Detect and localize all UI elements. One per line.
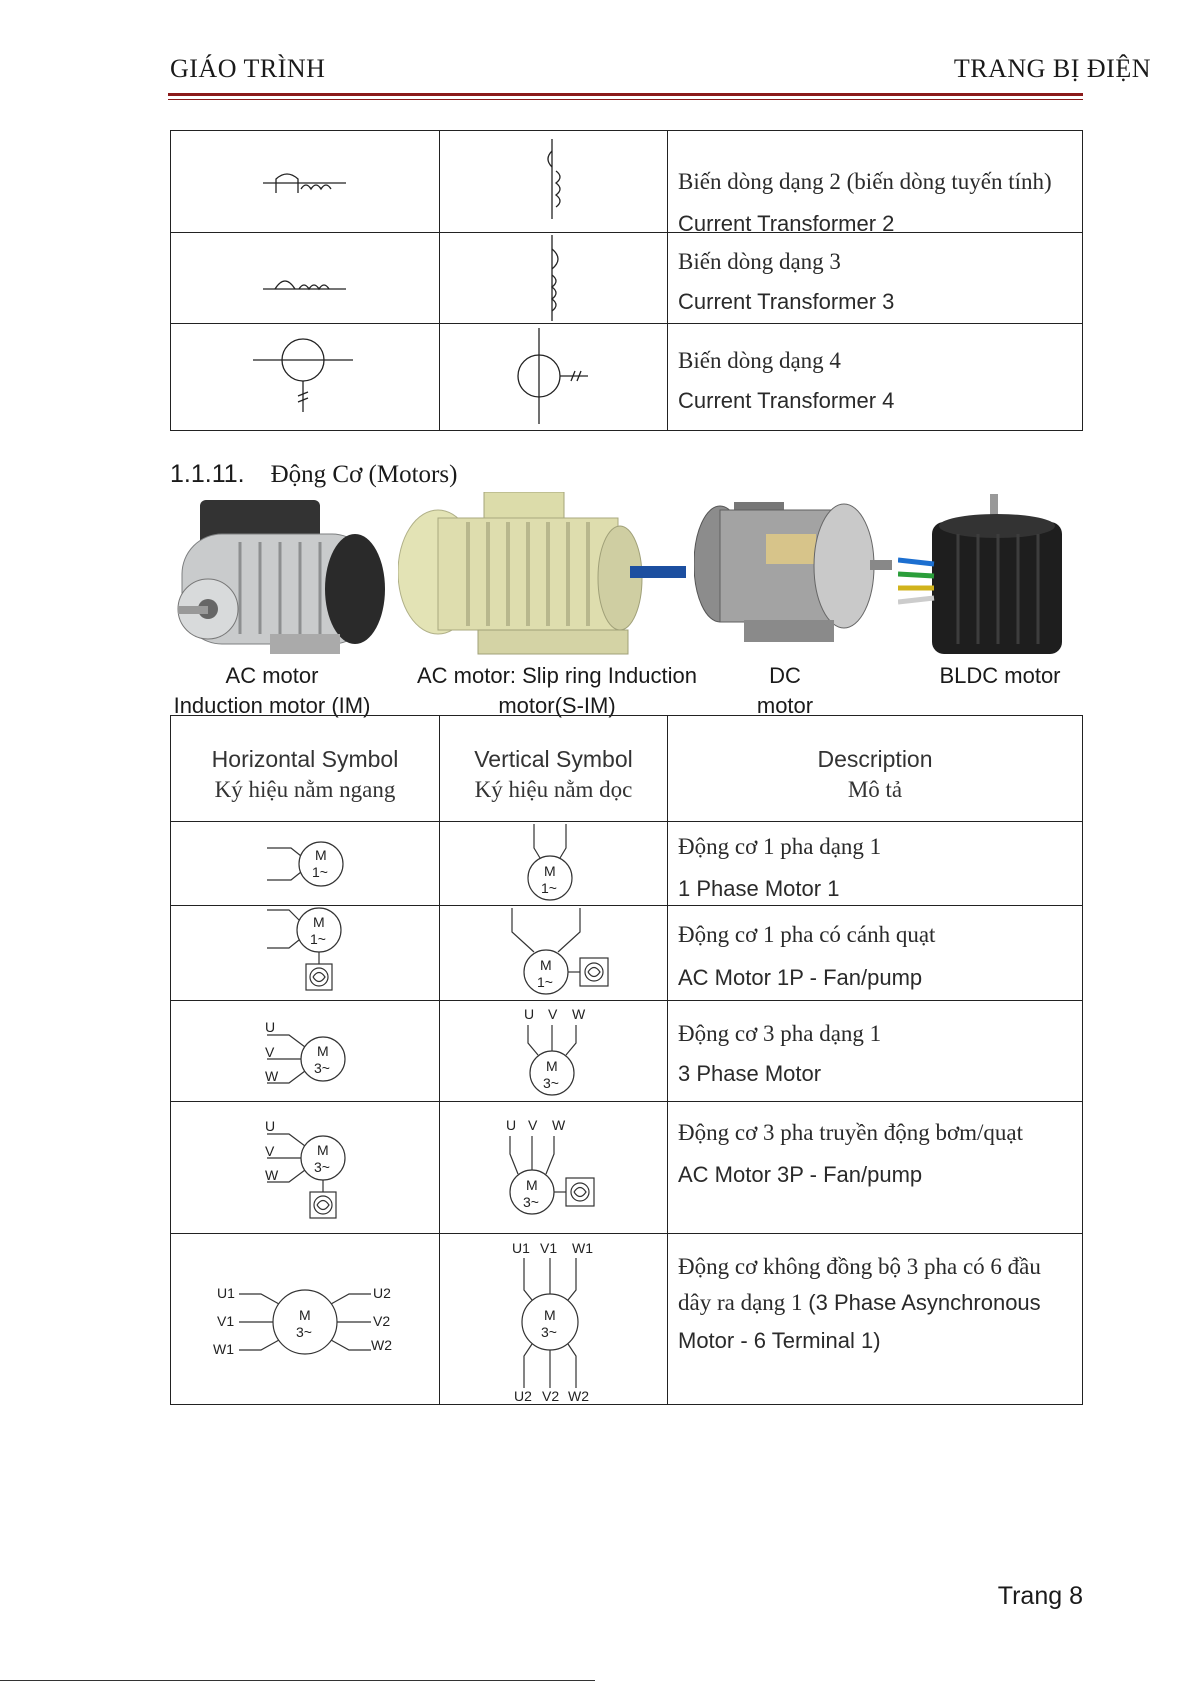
ct3-vertical-icon	[440, 233, 667, 324]
photo-caption-bldc	[928, 663, 1072, 689]
terminal-label: U1	[217, 1285, 235, 1301]
terminal-label: U2	[514, 1388, 532, 1404]
terminal-label: W	[265, 1167, 279, 1183]
motor-desc-vi: Động cơ 3 pha truyền động bơm/quạt	[678, 1120, 1023, 1145]
motor-phase-label: 1~	[537, 974, 553, 990]
terminal-label: W2	[371, 1337, 392, 1353]
motor-row	[171, 1234, 1083, 1405]
motor-phase-label: 3~	[541, 1324, 557, 1340]
terminal-label: V	[528, 1117, 538, 1133]
motor-desc-en: AC Motor 1P - Fan/pump	[678, 965, 923, 990]
motor-label: M	[315, 847, 327, 863]
motor-1ph-fan-vertical-icon	[440, 906, 667, 1001]
caption-line: motor(S-IM)	[498, 693, 616, 718]
ct-description	[668, 324, 1083, 431]
ct-desc-en: Current Transformer 2	[678, 211, 895, 236]
motor-desc-en: Motor - 6 Terminal 1)	[678, 1328, 881, 1353]
caption-line: AC motor: Slip ring Induction	[416, 663, 698, 688]
motor-phase-label: 1~	[310, 931, 326, 947]
terminal-label: U2	[373, 1285, 391, 1301]
motor-desc-vi: Động cơ 1 pha dạng 1	[678, 834, 882, 859]
caption-line: motor	[756, 693, 814, 718]
motor-row	[171, 1102, 1083, 1234]
photo-caption-ac-im	[172, 663, 372, 719]
ct-horizontal-symbol	[171, 131, 440, 233]
caption-line: DC	[769, 663, 801, 688]
motor-description	[668, 906, 1083, 1001]
motor-row	[171, 906, 1083, 1001]
motor-phase-label: 3~	[523, 1194, 539, 1210]
ct-row	[171, 131, 1083, 233]
section-number: 1.1.11.	[170, 460, 245, 488]
ct4-vertical-icon	[440, 324, 667, 431]
ct-description	[668, 233, 1083, 324]
ct-vertical-symbol	[440, 324, 668, 431]
motor-vertical-symbol	[440, 906, 668, 1001]
header-en: Vertical Symbol	[474, 746, 633, 772]
ct-desc-en: Current Transformer 4	[678, 388, 895, 413]
terminal-label: U1	[512, 1240, 530, 1256]
ct-description	[668, 131, 1083, 236]
motor-phase-label: 3~	[314, 1060, 330, 1076]
ct-desc-vi: Biến dòng dạng 2 (biến dòng tuyến tính)	[678, 169, 1052, 194]
motor-horizontal-symbol	[171, 1234, 440, 1405]
ct-horizontal-symbol	[171, 233, 440, 324]
motor-phase-label: 3~	[314, 1159, 330, 1175]
ct3-horizontal-icon	[171, 233, 439, 324]
terminal-label: W1	[572, 1240, 593, 1256]
header-horizontal	[171, 716, 440, 822]
ct-vertical-symbol	[440, 233, 668, 324]
terminal-label: U	[265, 1118, 276, 1134]
page-number: Trang 8	[997, 1582, 1083, 1610]
header-description	[668, 716, 1083, 822]
motor-desc-en: AC Motor 3P - Fan/pump	[678, 1162, 923, 1187]
motor-table	[170, 715, 1083, 1405]
terminal-label: V	[265, 1143, 275, 1159]
motor-6term-horizontal-icon	[171, 1234, 439, 1405]
motor-phase-label: 3~	[543, 1075, 559, 1091]
motor-phase-label: 1~	[312, 864, 328, 880]
ac-induction-motor-photo	[170, 494, 390, 662]
ct-desc-en: Current Transformer 3	[678, 289, 895, 314]
ct2-horizontal-icon	[171, 131, 439, 233]
ct4-horizontal-icon	[171, 324, 439, 431]
header-vi: Ký hiệu nằm ngang	[214, 777, 396, 802]
header-rule	[168, 93, 1083, 96]
section-title: Động Cơ (Motors)	[270, 461, 458, 488]
terminal-label: W	[552, 1117, 566, 1133]
motor-horizontal-symbol	[171, 1102, 440, 1234]
dc-motor-photo	[694, 494, 894, 654]
motor-desc-vi-part: dây ra dạng 1	[678, 1290, 803, 1315]
motor-phase-label: 1~	[541, 880, 557, 896]
terminal-label: V2	[542, 1388, 560, 1404]
motor-description	[668, 1001, 1083, 1102]
caption-line: BLDC motor	[939, 663, 1061, 688]
motor-label: M	[313, 914, 325, 930]
motor-vertical-symbol	[440, 822, 668, 906]
header-en: Horizontal Symbol	[211, 746, 399, 772]
ct2-vertical-icon	[440, 131, 667, 233]
motor-desc-vi: Động cơ không đồng bộ 3 pha có 6 đầu	[678, 1254, 1041, 1279]
terminal-label: W1	[213, 1341, 234, 1357]
terminal-label: V	[548, 1006, 558, 1022]
motor-1ph-fan-horizontal-icon	[171, 906, 439, 1001]
motor-label: M	[526, 1177, 538, 1193]
motor-desc-vi: Động cơ 3 pha dạng 1	[678, 1021, 882, 1046]
motor-horizontal-symbol	[171, 906, 440, 1001]
motor-label: M	[299, 1307, 311, 1323]
header-vi: Ký hiệu nằm dọc	[474, 777, 633, 802]
header-vertical	[440, 716, 668, 822]
motor-3ph-fan-vertical-icon	[440, 1102, 667, 1234]
ct-table	[170, 130, 1083, 431]
bldc-motor-photo	[898, 494, 1073, 662]
motor-desc-en-part: (3 Phase Asynchronous	[808, 1290, 1041, 1315]
motor-vertical-symbol	[440, 1001, 668, 1102]
ct-row	[171, 324, 1083, 431]
terminal-label: V1	[217, 1313, 235, 1329]
motor-label: M	[317, 1043, 329, 1059]
motor-label: M	[317, 1142, 329, 1158]
ct-horizontal-symbol	[171, 324, 440, 431]
header-rule-thin	[168, 99, 1083, 100]
caption-line: Induction motor (IM)	[173, 693, 371, 718]
motor-vertical-symbol	[440, 1234, 668, 1405]
motor-horizontal-symbol	[171, 1001, 440, 1102]
motor-description	[668, 1234, 1083, 1405]
motor-label: M	[544, 1307, 556, 1323]
terminal-label: V2	[373, 1313, 391, 1329]
header-right: TRANG BỊ ĐIỆN	[953, 54, 1151, 83]
terminal-label: V1	[540, 1240, 558, 1256]
ct-vertical-symbol	[440, 131, 668, 233]
photo-caption-slip-ring	[402, 663, 712, 719]
motor-1ph-vertical-icon	[440, 822, 667, 906]
terminal-label: W	[265, 1068, 279, 1084]
motor-row	[171, 822, 1083, 906]
motor-label: M	[544, 863, 556, 879]
caption-line: AC motor	[225, 663, 319, 688]
terminal-label: U	[524, 1006, 535, 1022]
motor-row	[171, 1001, 1083, 1102]
terminal-label: W	[572, 1006, 586, 1022]
motor-3ph-vertical-icon	[440, 1001, 667, 1102]
photo-caption-dc	[740, 663, 830, 719]
motor-phase-label: 3~	[296, 1324, 312, 1340]
motor-1ph-horizontal-icon	[171, 822, 439, 906]
motor-header-row	[171, 716, 1083, 822]
motor-label: M	[546, 1058, 558, 1074]
terminal-label: W2	[568, 1388, 589, 1404]
slip-ring-motor-photo	[398, 492, 688, 662]
motor-horizontal-symbol	[171, 822, 440, 906]
motor-3ph-fan-horizontal-icon	[171, 1102, 439, 1234]
motor-6term-vertical-icon	[440, 1234, 667, 1405]
motor-description	[668, 822, 1083, 906]
terminal-label: V	[265, 1044, 275, 1060]
ct-desc-vi: Biến dòng dạng 4	[678, 348, 841, 373]
motor-3ph-horizontal-icon	[171, 1001, 439, 1102]
ct-desc-vi: Biến dòng dạng 3	[678, 249, 841, 274]
motor-desc-vi: Động cơ 1 pha có cánh quạt	[678, 922, 936, 947]
motor-desc-en: 3 Phase Motor	[678, 1061, 822, 1086]
motor-label: M	[540, 957, 552, 973]
header-en: Description	[817, 746, 933, 772]
section-heading	[170, 460, 457, 489]
footer-rule	[0, 1680, 595, 1681]
terminal-label: U	[506, 1117, 517, 1133]
motor-vertical-symbol	[440, 1102, 668, 1234]
header-vi: Mô tả	[847, 777, 903, 802]
ct-row	[171, 233, 1083, 324]
motor-desc-en: 1 Phase Motor 1	[678, 876, 840, 901]
header-left: GIÁO TRÌNH	[170, 54, 326, 83]
terminal-label: U	[265, 1019, 276, 1035]
motor-desc-vi-line2	[678, 1290, 1041, 1316]
motor-description	[668, 1102, 1083, 1234]
